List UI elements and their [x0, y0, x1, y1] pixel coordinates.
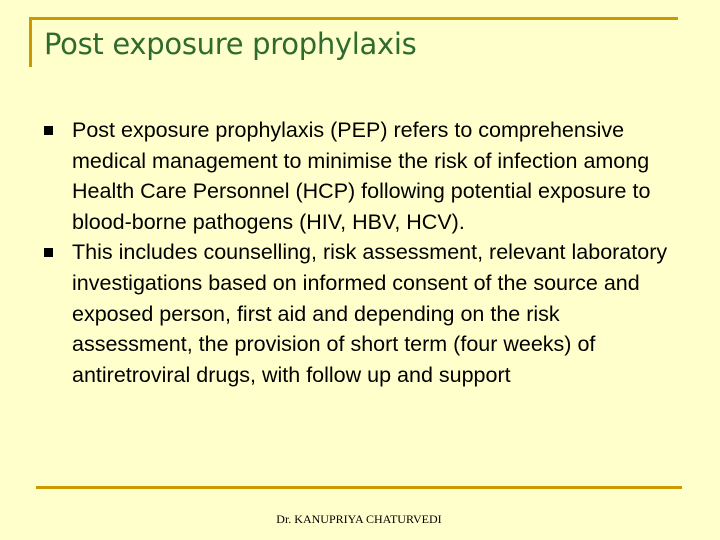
title-left-rule [29, 17, 32, 67]
square-bullet-icon [44, 126, 53, 135]
bullet-text: Post exposure prophylaxis (PEP) refers to comprehensive medical management to minimise the risk of infection among Health Care Personnel (HCP) following potential exposure to blood-borne pathogens (HIV, HBV, HCV). [72, 118, 651, 234]
bullet-item [42, 115, 672, 237]
bullet-item [42, 237, 672, 390]
square-bullet-icon [44, 248, 53, 257]
footer-author [0, 512, 720, 527]
slide-title: Post exposure prophylaxis [44, 27, 417, 61]
bullet-text: This includes counselling, risk assessment, relevant laboratory investigations based on informed consent of the source and exposed person, first aid and depending on the risk assessment, the provision of short term (four weeks) of antiretroviral drugs, with follow up and support [72, 240, 668, 387]
footer-rule [36, 486, 682, 489]
bullet-list [42, 115, 672, 390]
title-top-rule [32, 17, 678, 20]
footer-author-text: Dr. KANUPRIYA CHATURVEDI [276, 512, 442, 526]
